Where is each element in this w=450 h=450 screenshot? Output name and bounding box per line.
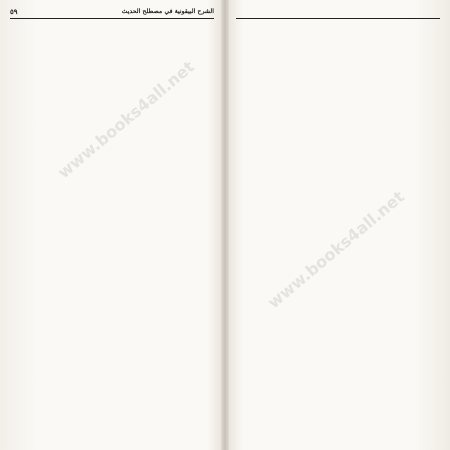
right-page (226, 0, 450, 450)
left-page-number: ٥٩ (10, 6, 18, 16)
watermark: www.books4all.net (263, 186, 408, 313)
left-running-head (10, 6, 214, 19)
left-page (0, 0, 224, 450)
right-running-head (236, 6, 440, 19)
watermark: www.books4all.net (53, 56, 198, 183)
left-header-title: الشرح البيقونية في مصطلح الحديث (121, 7, 214, 15)
